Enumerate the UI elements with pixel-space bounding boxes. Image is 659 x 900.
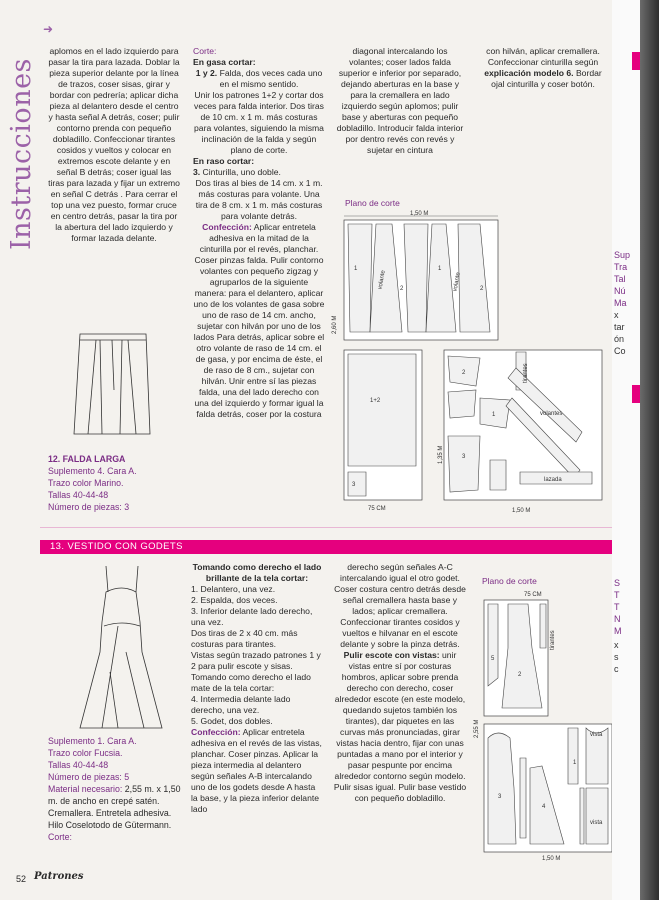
edge-fragment: Tal bbox=[614, 274, 626, 284]
piece-1-a: 1 bbox=[354, 266, 358, 272]
edge-fragment: Co bbox=[614, 346, 626, 356]
piece-3-d: 3 bbox=[498, 794, 502, 800]
corte-heading: Corte: bbox=[193, 46, 217, 56]
model-12-piezas: Número de piezas: 3 bbox=[48, 502, 130, 512]
c13-confeccion: Confección: Aplicar entretela adhesiva en el revés de las vistas, planchar. Coser pinzas. Aplicar la pieza intermedia al delantero según señales A-B intercalando uno de los godets desde A hasta la base, y la pieza inferior delante lado bbox=[191, 727, 322, 814]
col2-text-1: Unir los patrones 1+2 y cortar dos veces para falda interior. Dos tiras de 10 cm. x 1 m. más costuras para volantes, siguiendo la misma inclinación de la falda y según plano de corte. bbox=[194, 90, 324, 155]
dim-bottom-right: 1,50 M bbox=[512, 508, 531, 514]
cutting-layout-12 bbox=[330, 210, 612, 520]
plano-title-1: Plano de corte bbox=[345, 198, 400, 208]
edge-fragment: ón bbox=[614, 334, 625, 344]
tirantes-label-2: tirantes bbox=[550, 630, 556, 650]
edge-fragment: Sup bbox=[614, 250, 631, 260]
dress-13-sketch bbox=[66, 562, 178, 732]
lazada-label: lazada bbox=[544, 477, 562, 483]
piece-2-b: 2 bbox=[480, 286, 484, 292]
model-13-specs bbox=[48, 735, 188, 843]
edge-fragment: c bbox=[614, 664, 619, 674]
top-col-2 bbox=[193, 46, 325, 420]
dim-top-1: 1,50 M bbox=[410, 211, 429, 217]
dim-raso: 1,35 M bbox=[438, 445, 444, 464]
edge-fragment: tar bbox=[614, 322, 625, 332]
top-col-3: diagonal intercalando los volantes; coser lados falda superior e inferior por separado, dejando aberturas en la base y para la cremallera en lado izquierdo según aplomos; pulir base y aberturas con pequeño dobladillo. Introducir falda interior por dentro revés con revés y sujetar en cintura bbox=[336, 46, 464, 155]
gasa-heading: En gasa cortar: bbox=[193, 57, 256, 67]
model-13-piezas: Número de piezas: 5 bbox=[48, 772, 130, 782]
model-13-material: Material necesario: 2,55 m. x 1,50 m. de ancho en crepé satén. Cremallera. Entretela adhesiva. Hilo Coselotodo de Gütermann. bbox=[48, 784, 181, 830]
edge-fragment: x bbox=[614, 310, 619, 320]
section-title-vertical: Instrucciones bbox=[6, 58, 37, 250]
piece-2-d: 2 bbox=[518, 672, 522, 678]
page-number: 52 bbox=[16, 874, 27, 884]
model-13-banner: 13. VESTIDO CON GODETS bbox=[40, 540, 612, 554]
piece-12: 1+2 bbox=[370, 398, 381, 404]
raso-heading: En raso cortar: bbox=[193, 156, 255, 166]
piece-1-b: 1 bbox=[438, 266, 442, 272]
edge-fragment: T bbox=[614, 590, 620, 600]
piece-3-b: 3 bbox=[462, 454, 466, 460]
dim-side-2: 2,55 M bbox=[474, 719, 480, 738]
model-13-sup: Suplemento 1. Cara A. bbox=[48, 736, 137, 746]
edge-fragment: s bbox=[614, 652, 619, 662]
c13-heading: Tomando como derecho el lado brillante de la tela cortar: bbox=[192, 562, 322, 583]
magazine-logo: Patrones bbox=[34, 871, 84, 882]
binding-spine bbox=[640, 0, 659, 900]
piece-4: 4 bbox=[542, 804, 546, 810]
arrow-right-icon: ➜ bbox=[43, 22, 54, 36]
skirt-12-sketch bbox=[58, 330, 166, 438]
dim-gasa: 2,60 M bbox=[332, 315, 338, 334]
piece-5: 5 bbox=[491, 656, 495, 662]
raso-text: 3. Cinturilla, uno doble. bbox=[193, 167, 281, 177]
col2-confeccion: Confección: Aplicar entretela adhesiva en la mitad de la cinturilla por el revés, planchar. Coser pinzas falda. Pulir contorno volantes con pequeño zigzag y agruparlos de la siguiente manera: para el delantero, aplicar uno de los volantes de gasa sobre uno de raso de 14 cm. ancho, sujetar con hilván por uno de los lados Para detrás, aplicar sobre el otro volante de raso de 14 cm. el de gasa, y por encima de éste, el de raso de 8 cm., sujetar con hilván. Unir entre sí las piezas falda, una del lado derecho con una del izquierdo y formar igual la falda detrás, coser por la costura bbox=[193, 222, 325, 419]
model-13-trazo: Trazo color Fucsia. bbox=[48, 748, 123, 758]
edge-fragment: Nú bbox=[614, 286, 626, 296]
dim-bottom-left: 75 CM bbox=[368, 506, 386, 512]
model-12-tallas: Tallas 40-44-48 bbox=[48, 490, 109, 500]
piece-1-c: 1 bbox=[492, 412, 496, 418]
model-12-trazo: Trazo color Marino. bbox=[48, 478, 124, 488]
edge-pink-mark bbox=[632, 385, 640, 403]
model-13-col-1 bbox=[191, 562, 323, 815]
model-13-tallas: Tallas 40-44-48 bbox=[48, 760, 109, 770]
vista-label-1: vista bbox=[590, 732, 603, 738]
top-col-1: aplomos en el lado izquierdo para pasar la tira para lazada. Doblar la pieza superior delante por la línea de trazos, coser sisas, girar y bordar con pedrería; aplicar dicha pieza al delantero desde el centro y hasta señal A detrás, coser; pulir contorno prenda con pequeño dobladillo. Confeccionar tirantes cosidos y vueltos y colocar en extremos escote delante y en señal B detrás; coser igual las tiras para lazada y fijar un extremo en señal C detrás . Para cerrar el top una vez puesto, formar cruce en centro detrás, pasar la tira por la abertura del lado izquierdo y formar lazada delante. bbox=[48, 46, 180, 243]
model-13-corte: Corte: bbox=[48, 832, 72, 842]
piece-3-a: 3 bbox=[352, 482, 356, 488]
edge-fragment: x bbox=[614, 640, 619, 650]
edge-fragment: Ma bbox=[614, 298, 627, 308]
dim-top-2: 75 CM bbox=[524, 592, 542, 598]
dim-bottom-2: 1,50 M bbox=[542, 856, 561, 862]
volantes-label: volantes bbox=[540, 411, 563, 417]
gasa-text: 1 y 2. Falda, dos veces cada uno en el mismo sentido. bbox=[195, 68, 323, 89]
col2-text-2: Dos tiras al bies de 14 cm. x 1 m. más costuras para volante. Una tira de 8 cm. x 1 m. más costuras para volante detrás. bbox=[195, 178, 323, 221]
c13-pieces: 1. Delantero, una vez. 2. Espalda, dos veces. 3. Inferior delante lado derecho, una vez. Dos tiras de 2 x 40 cm. más costuras para tirantes. Vistas según trazado patrones 1 y 2 para pulir escote y sisas. Tomando como derecho el lado mate de la tela cortar: 4. Intermedia delante lado derecho, una vez. 5. Godet, dos dobles. bbox=[191, 584, 321, 726]
model-12-title: 12. FALDA LARGA bbox=[48, 454, 126, 464]
section-divider bbox=[40, 527, 612, 528]
piece-2-a: 2 bbox=[400, 286, 404, 292]
edge-fragment: N bbox=[614, 614, 621, 624]
edge-pink-mark bbox=[632, 52, 640, 70]
piece-1-d: 1 bbox=[573, 760, 577, 766]
plano-title-2: Plano de corte bbox=[482, 576, 537, 586]
volante-b: volante bbox=[452, 271, 462, 292]
model-12-sup: Suplemento 4. Cara A. bbox=[48, 466, 137, 476]
piece-2-c: 2 bbox=[462, 370, 466, 376]
model-12-specs bbox=[48, 453, 188, 513]
edge-fragment: S bbox=[614, 578, 621, 588]
top-col-4: con hilván, aplicar cremallera. Confeccionar cinturilla según explicación modelo 6. Bordar ojal cinturilla y coser botón. bbox=[484, 46, 602, 89]
adjacent-page-edge bbox=[612, 0, 640, 900]
vista-label-2: vista bbox=[590, 820, 603, 826]
model-13-col-2: derecho según señales A-C intercalando igual el otro godet. Coser costura centro detrás desde señal cremallera hasta base y lados; aplicar cremallera. Confeccionar tirantes cosidos y vueltos e hilvanar en el escote delante y sobre la pinza detrás. Pulir escote con vistas: unir vistas entre sí por costuras hombros, aplicar sobre prenda derecho con derecho, coser alrededor escote (en este modelo, quedando sujetos también los tirantes), dar piquetes en las curvas más pronunciadas, girar vistas hacia dentro, fijar con unas puntadas a mano por el interior y pasar pespunte por encima alrededor contorno según modelo. Pulir sisas igual. Pulir base vestido con pequeño dobladillo. bbox=[333, 562, 467, 803]
edge-fragment: Tra bbox=[614, 262, 628, 272]
edge-fragment: T bbox=[614, 602, 620, 612]
tirantes-label: tirantes bbox=[523, 363, 529, 383]
edge-fragment: M bbox=[614, 626, 622, 636]
volante-a: volante bbox=[377, 269, 387, 290]
cutting-layout-13 bbox=[468, 588, 612, 864]
